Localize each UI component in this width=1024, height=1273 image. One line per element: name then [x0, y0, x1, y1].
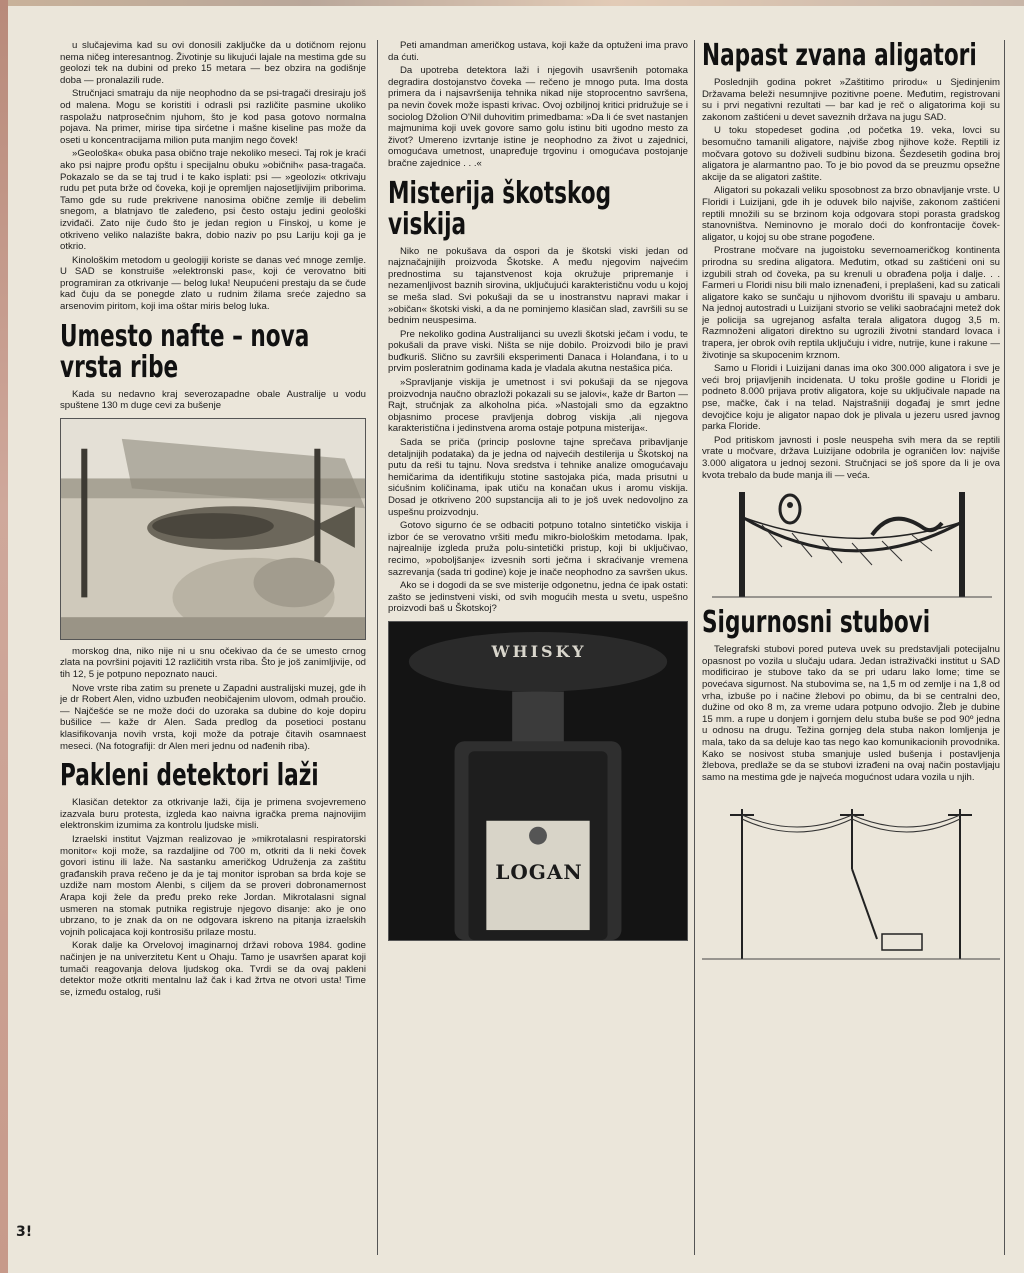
col1-paragraph: Kinološkim metodom u geologiji koriste se danas već mnoge zemlje. U SAD se konstruiše »elektronski pas«, koji će verovatno biti programiran za otkrivanje — belog luka! Neupućeni prestaju da se čude kad čuju da se ponegde zlato u rudnim žilama sreće zajedno sa arsenovim piritom, koji ima oštar miris belog luka.	[60, 254, 366, 313]
telegraph-poles-drawing	[702, 789, 1000, 967]
col2-paragraph: Niko ne pokušava da ospori da je škotski viski jedan od najznačajnijih proizvoda Škotske. A među njegovim najvećim prednostima su tajanstvenost koja okružuje pripremanje i nezamenljivost baznih sirovina, uključujući karakterističnu vodu u kojoj se meša slad. Svi pokušaji da se u inostranstvu napravi makar i »običan« škotski viski, a da ne pominjemo klasičan slad, završili su se bednim neuspesima.	[388, 245, 688, 327]
col3-paragraph: Pod pritiskom javnosti i posle neuspeha svih mera da se reptili vrate u močvare, država Luizijane odobrila je ograničen lov: najviše 3.000 aligatora u jednoj sezoni. Stručnjaci se još spore da li je ova kvota trebalo da bude manja ili — veća.	[702, 434, 1000, 481]
col1-paragraph: Izraelski institut Vajzman realizovao je »mikrotalasni respiratorski monitor« koji može, sa razdaljine od 700 m, otkriti da li neki čovek govori istinu ili laže. Na sastanku američkog Udruženja za zaštitu građanskih prava rečeno je da je taj monitor isproban sa brda koje se uzdiže nam mostom Alenbi, s ciljem da se proveri dobronamernost Arapa koji žele da pređu preko reke Jordan. Mikrotalasni signal usmeren na stomak putnika registruje njegovo disanje: ako je ono ubrzano, to je znak da on ne odgovara iskreno na pitanja izraelskih vojnih policajaca koji kontrosišu prilaze mostu.	[60, 833, 366, 938]
alligator-cartoon	[702, 487, 1000, 599]
col2-paragraph: »Spravljanje viskija je umetnost i svi pokušaji da se njegova proizvodnja naučno obrazloži pokazali su se jalovi«, kaže dr Barton — Rajt, stručnjak za alkoholna pića. »Nastojali smo da egzaktno objasnimo procese pravljenja dobrog viskija ,ali njegova karakteristična i jedinstvena aroma ostaje potpuna misterija«.	[388, 377, 688, 435]
col3-paragraph: Prostrane močvare na jugoistoku severnoameričkog kontinenta prirodna su sredina aligatora. Međutim, otkad su zaštićeni oni su izgubili strah od čoveka, pa su krenuli u obrađena polja i dalje. . . Farmeri u Floridi nisu bili malo iznenađeni, i preplašeni, kad su zaticali aligatore kako se sunčaju u njihovom dvorištu ili spavaju u ambaru. Na jednoj autostradi u Luizijani stvorio se veliki saobraćajni metež dok je policija sa ugrejanog asfalta terala aligatora dugog 3,5 m. Razmnoženi aligatori direktno su ugrozili životni standard lovaca i trapera, jer obrok ovih reptila uključuju i vidre, nutrije, kune i rakune — životinje sa skupocenim krznom.	[702, 245, 1000, 361]
column-rule-1	[377, 40, 378, 1255]
col1-paragraph: »Geološka« obuka pasa obično traje nekoliko meseci. Taj rok je kraći ako psi najpre prođu opštu i specijalnu obuku »običnih« pasa-tragača. Pokazalo se da se taj trud i te kako isplati: psi — »geolozi« otkrivaju rudu pet puta brže od čoveka, koji je opremljen najosetljivijim priborima. Tamo gde su rude prekrivene nanosima obične zemlje ili debelim snegom, a blatnjavo tle zaleđeno, psi često ostaju jedini geološki izviđači. Zato nije čudo što je jedan region u Finskoj, u kome je otkriveno veliko nalazište bakra, dobio naziv po psu Lariju koji ga je otkrio.	[60, 148, 366, 253]
col2-paragraph: Sada se priča (princip poslovne tajne sprečava pribavljanje detaljnijih podataka) da je jedna od najvećih destilerija u Škotskoj na putu da reši tu tajnu. Nova sredstva i tehnike analize omogućavaju hemičarima da identifikuju stotine sastojaka pića, mada prisutni u sićušnim količinama, ipak utiču na konačan ukus i aromu viskija. Dosad je otkriveno 200 supstancija ali to je još uvek nedovoljno za uspešnu proizvodnju.	[388, 437, 688, 518]
page-number: 3!	[16, 1224, 33, 1240]
column-2	[388, 40, 688, 1250]
col1-paragraph: u slučajevima kad su ovi donosili zaključke da u dotičnom rejonu nema ničeg interesantnog. Životinje su likujući lajale na mestima gde su geolozi tek na dubini od preko 15 metara — bez obzira na godišnje doba — pronalazili rude.	[60, 40, 366, 86]
col2-paragraph: Pre nekoliko godina Australijanci su uvezli škotski ječam i vodu, te pokušali da prave viski. Ništa se nije dobilo. Proizvodi bilo je pravi buđkuriš. Slično su završili eksperimenti Danaca i Holanđana, i to u prvim posleratnim godinama kada je vladala akutna nestašica pića.	[388, 328, 688, 375]
headline-pakleni-detektori-lazi: Pakleni detektori laži	[60, 758, 319, 794]
headline-napast-zvana-aligatori: Napast zvana aligatori	[702, 40, 977, 73]
alligator-hammock-illustration	[702, 487, 1000, 599]
headline-sigurnosni-stubovi: Sigurnosni stubovi	[702, 605, 931, 641]
col3-paragraph: Aligatori su pokazali veliku sposobnost za brzo obnavljanje vrste. U Floridi i Luizijani, gde ih je oduvek bilo najviše, zakonom zaštićeni reptili množili su se brzinom koja odgovara stopi porasta gradskog stanovništva. Neminovno je moralo doći do konfrontacije čovek-aligator, u kojoj su obe strane pogođene.	[702, 185, 1000, 243]
col3-paragraph: Poslednjih godina pokret »Zaštitimo prirodu« u Sjedinjenim Državama beleži nesumnjive pozitivne poene. Međutim, registrovani su i prvi negativni rezultati — bar kad je reč o aligatorima koji su zakonom zaštićeni u devet saveznih država na jugu SAD.	[702, 77, 1000, 123]
col3-paragraph: U toku stopedeset godina ,od početka 19. veka, lovci su besomučno tamanili aligatore, najviše zbog njihove kože. Reptili iz močvara gotovo su doživeli sudbinu bizona. Šezdesetih godina broj aligatora je alarmantno pao. To je bio povod da se preuzmu opsežne akcije da se aligatori zaštite.	[702, 125, 1000, 183]
col1-paragraph: Nove vrste riba zatim su prenete u Zapadni australijski muzej, gde ih je dr Robert Alen, vidno uzbuđen neobičajenim ulovom, odmah proučio. — Najčešće se ne može doći do uzoraka sa dubine do koje dopiru bušilice — kaže dr Alen. Sada predlog da posetioci postanu klasifikovanja novih vrsta, koji može da potraje čitavih osamnaest meseci. (Na fotografiji: dr Alen meri jednu od nađenih riba).	[60, 682, 366, 752]
col2-paragraph: Gotovo sigurno će se odbaciti potpuno totalno sintetičko viskija i izbor će se verovatno vršiti među mikro-biološkim metodama. Ipak, najrealnije izgleda pruža polu-sintetički pristup, koji bi uključivao, recimo, »poboljšanje« izvesnih sorti ječma i skraćivanje vremena sazrevanja (sada tri godine) koje je inače neophodno za savršen ukus.	[388, 520, 688, 578]
headline-nova-vrsta-ribe: Umesto nafte – nova vrsta ribe	[60, 318, 310, 385]
column-rule-2	[694, 40, 695, 1255]
photo-fish-measurement	[60, 418, 366, 640]
bottle-label-main: LOGAN	[495, 859, 583, 884]
col3-paragraph: Samo u Floridi i Luizijani danas ima oko 300.000 aligatora i sve je veći broj prijavljenih incidenata. U toku prošle godine u Floridi je podneto 8.000 prijava protiv aligatora, koje su uključivale napade na pse, mačke, čak i na telad. Najstrašniji događaj je smrt jedne devojčice koju je aligator napao dok je plivala u jezeru usred javnog parka Floride.	[702, 363, 1000, 433]
column-1	[60, 40, 366, 1250]
col1-paragraph: Klasičan detektor za otkrivanje laži, čija je primena svojevremeno izazvala buru protesta, izgleda kao naivna igračka prema najnovijim elektronskim izumima za kontrolu ljudske misli.	[60, 797, 366, 832]
fish-photo-illustration	[61, 419, 365, 639]
photo-whisky-bottle	[388, 621, 688, 941]
col2-paragraph: Da upotreba detektora laži i njegovih usavršenih potomaka degradira dostojanstvo čoveka — rečeno je mnogo puta. Ima dosta primera da i najsavršenija tehnika nikad nije stoprocentno savršena, pa nevin čovek može ispasti krivac. Ovoj ozbiljnoj kritici pridružuje se i sociolog Džolion O'Nil duhovitim primedbama: »Da li će svet nastanjen majmunima koji uvek govore samo golu istinu biti ugodno mesto za život? Umereno izvrtanje istine je neophodno za život u zajednici, omogućava umetnost, unapređuje trgovinu i omogućava postojanje bračne zajednice . . .«	[388, 65, 688, 169]
whisky-bottle-illustration	[389, 622, 687, 940]
col1-paragraph: morskog dna, niko nije ni u snu očekivao da će se umesto crnog zlata na površini pojaviti 12 različitih vrsta riba. Što je još zanimljivije, od tih 12, 5 je potpuno nepoznato nauci.	[60, 645, 366, 681]
col3-paragraph: Telegrafski stubovi pored puteva uvek su predstavljali potecijalnu opasnost po vozila u slučaju udara. Jedan istraživački institut u SAD modificirao je stubove tako da se pri udaru lako lome; time se povećava sigurnost. Na stubovima se, na 1,5 m od zemlje i na 1,8 od vrha, izbuše po i načine žlebovi po obimu, da bi se centralni deo, dužine od oko 8 m, za vreme udara potpuno odvojio. Žleb je dubine 15 mm. a rupe u donjem i gornjem delu stuba buše se pod 90º jedna u odnosu na drugu. Težina gornjeg dela stuba nakon lomljenja je mala, tako da sa deluje kao tas nego kao komunikacionih provodnika. Kako se nosivost stuba smanjuje usled bušenja i postavljenja žlebova, predlaže se da se stubovi izrađeni na ovaj način postavljaju samo na mestima gde je najveća mogućnost udara vozila u njih.	[702, 644, 1000, 783]
page-left-edge	[0, 0, 8, 1273]
col1-paragraph: Kada su nedavno kraj severozapadne obale Australije u vodu spuštene 130 m duge cevi za bušenje	[60, 388, 366, 412]
column-rule-3	[1004, 40, 1005, 1255]
col2-paragraph: Peti amandman američkog ustava, koji kaže da optuženi ima pravo da ćuti.	[388, 40, 688, 63]
col1-paragraph: Stručnjaci smatraju da nije neophodno da se psi-tragači dresiraju još od malena. Mogu se koristiti i odrasli psi različite pasmine ukoliko raspolažu natprosečnim njuhom, što je kod pasa gotovo normalna pojava. Na primer, mirise tipa sirćetne i mašne kiseline pas može da oseti u koncentracijama milion puta manjim nego čovek!	[60, 88, 366, 146]
bottle-label-top: WHISKY	[491, 641, 587, 661]
telegraph-poles-illustration	[702, 789, 1000, 967]
col2-paragraph: Ako se i dogodi da se sve misterije odgonetnu, jedna će ipak ostati: zašto se jedinstveni viski, od svih mogućih mesta u svetu, uspešno proizvodi baš u Škotskoj?	[388, 580, 688, 615]
page-top-edge	[0, 0, 1024, 6]
column-3	[702, 40, 1000, 1250]
col1-paragraph: Korak dalje ka Orvelovoj imaginarnoj državi robova 1984. godine načinjen je na univerzitetu Kent u Ohaju. Tamo je usavršen aparat koji tumači reagovanja delova ljudskog oka. Tvrdi se da ovaj pakleni detektor može otkriti mentalnu laž čak i kad žrtva ne otvori usta! Time se, između ostalog, ruši	[60, 940, 366, 998]
headline-misterija-skotskog-viskija: Misterija škotskog viskija	[388, 175, 612, 242]
